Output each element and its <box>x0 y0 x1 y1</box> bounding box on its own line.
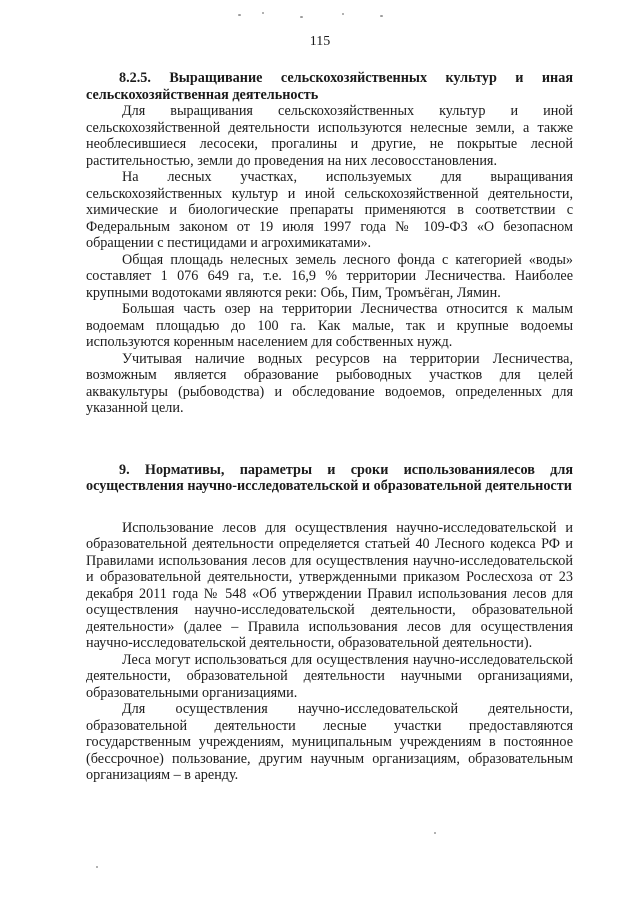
scan-speck <box>342 13 344 15</box>
paragraph: Для выращивания сельскохозяйственных культур и иной сельскохозяйственной деятельности используются нелесные земли, а также необлесившиеся лесосеки, прогалины и другие, не покрытые лесной растительностью, земли до проведения на них лесовосстановления. <box>86 103 573 169</box>
paragraph: Учитывая наличие водных ресурсов на территории Лесничества, возможным является образование рыбоводных участков для целей аквакультуры (рыбоводства) и обследование водоемов, определенных для указанной цели. <box>86 350 573 416</box>
paragraph: Большая часть озер на территории Лесничества относится к малым водоемам площадью до 100 га. Как малые, так и крупные водоемы используются коренным населением для собственных нужд. <box>86 301 573 350</box>
paragraph: Леса могут использоваться для осуществления научно-исследовательской деятельности, образовательной деятельности научными организациями, образовательными организациями. <box>86 651 573 701</box>
section-heading-9: 9. Нормативы, параметры и сроки использованиялесов для осуществления научно-исследовательской и образовательной деятельности <box>86 461 573 494</box>
scan-speck <box>380 15 383 17</box>
scan-speck <box>238 14 241 16</box>
page-number: 115 <box>309 34 331 49</box>
paragraph: Общая площадь нелесных земель лесного фонда с категорией «воды» составляет 1 076 649 га, т.е. 16,9 % территории Лесничества. Наиболее крупными водотоками являются реки: Обь, Пим, Тромъёган, Лямин. <box>86 251 573 301</box>
paragraph: Для осуществления научно-исследовательской деятельности, образовательной деятельности лесные участки предоставляются государственным учреждениям, муниципальным учреждениям в постоянное (бессрочное) пользование, другим научным организациям, образовательным организациям – в аренду. <box>86 701 573 783</box>
heading-spacer <box>86 495 573 520</box>
scan-speck <box>262 12 264 14</box>
paragraph: Использование лесов для осуществления научно-исследовательской и образовательной деятельности определяется статьей 40 Лесного кодекса РФ и Правилами использования лесов для осуществления научно-исследовательской и образовательной деятельности, утвержденными приказом Рослесхоза от 23 декабря 2011 года № 548 «Об утверждении Правил использования лесов для осуществления научно-исследовательской деятельности, образовательной деятельности» (далее – Правила использования лесов для осуществления научно-исследовательской деятельности, образовательной деятельности). <box>86 519 573 651</box>
scan-speck <box>300 16 303 18</box>
scan-speck <box>96 866 98 868</box>
paragraph: На лесных участках, используемых для выращивания сельскохозяйственных культур и иной сельскохозяйственной деятельности, химические и биологические препараты применяются в соответствии с Федеральным законом от 19 июля 1997 года № 109-ФЗ «О безопасном обращении с пестицидами и агрохимикатами». <box>86 169 573 251</box>
section-spacer <box>86 417 573 462</box>
section-heading-8-2-5: 8.2.5. Выращивание сельскохозяйственных культур и иная сельскохозяйственная деятельность <box>86 70 573 103</box>
scan-speck <box>434 832 436 834</box>
page-content <box>86 70 573 784</box>
